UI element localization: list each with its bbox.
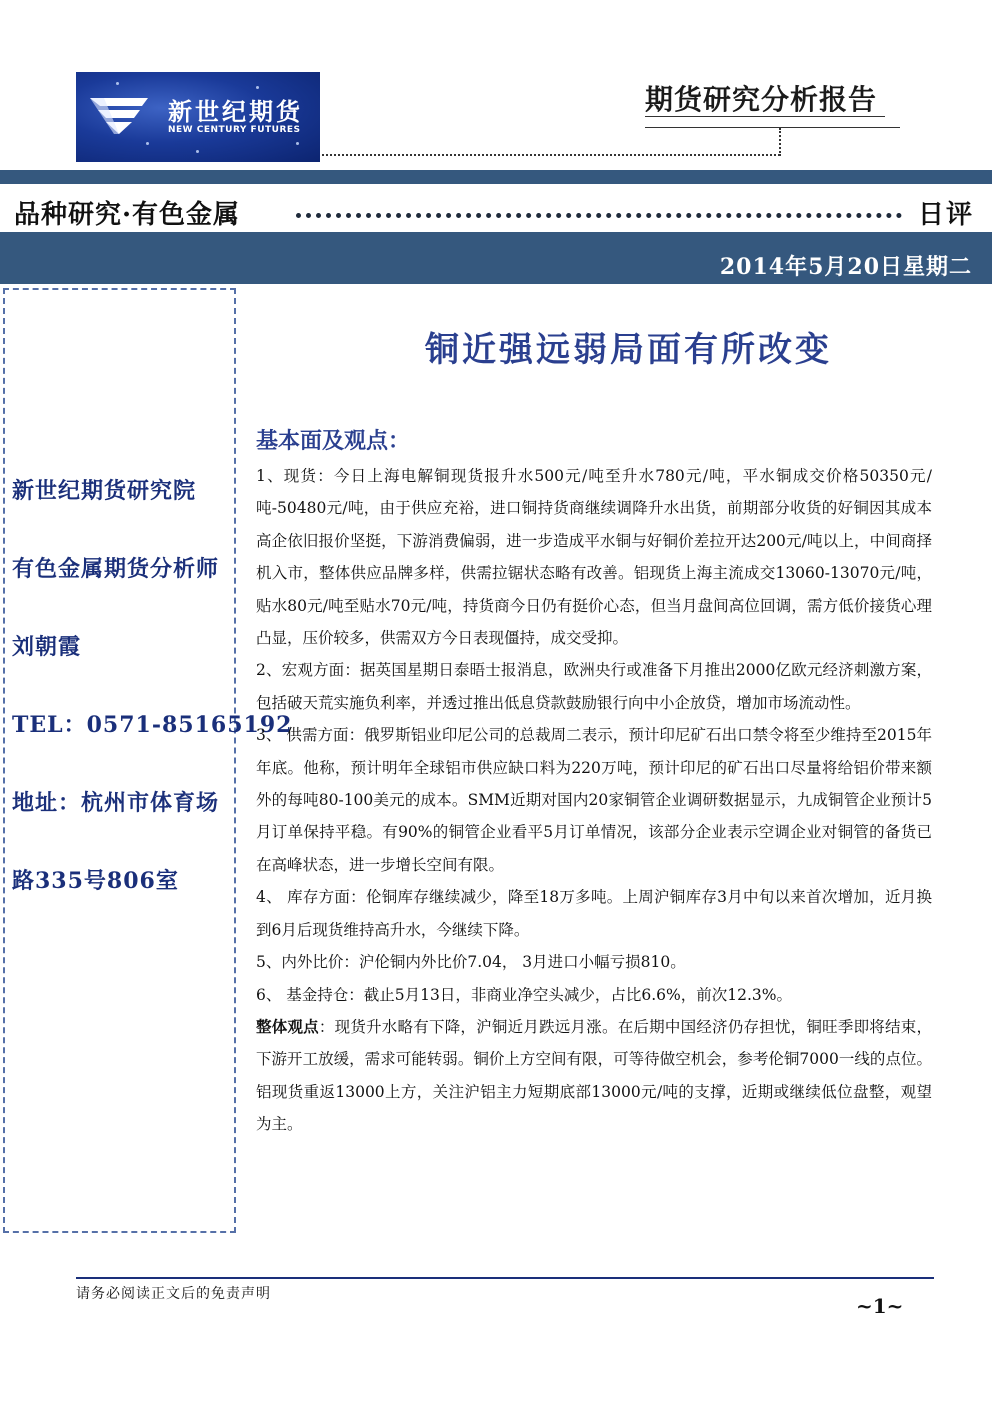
footer-divider <box>76 1277 934 1279</box>
paragraph-fund-position: 6、 基金持仓：截止5月13日，非商业净空头减少，占比6.6%，前次12.3%。 <box>256 985 792 1004</box>
header-dotted-divider <box>322 154 780 156</box>
report-type-underline-2 <box>645 127 900 128</box>
paragraph-spot: 1、现货：今日上海电解铜现货报升水500元/吨至升水780元/吨，平水铜成交价格50350元/吨-50480元/吨，由于供应充裕，进口铜持货商继续调降升水出货，前期部分收货的好铜因其成本高企依旧报价坚挺，下游消费偏弱，进一步造成平水铜与好铜价差拉开达200元/吨以上，中间商择机入市，整体供应品牌多样，供需拉锯状态略有改善。铝现货上海主流成交13060-13070元/吨，贴水80元/吨至贴水70元/吨，持货商今日仍有挺价心态，但当月盘间高位回调，需方低价接货心理凸显，压价较多，供需双方今日表现僵持，成交受抑。 <box>256 467 932 648</box>
conclusion-text: ：现货升水略有下降，沪铜近月跌远月涨。在后期中国经济仍存担忧，铜旺季即将结束，下游开工放缓，需求可能转弱。铜价上方空间有限，可等待做空机会，参考伦铜7000一线的点位。铝现货重返13000上方，关注沪铝主力短期底部13000元/吨的支撑，近期或继续低位盘整，观望为主。 <box>256 1017 932 1134</box>
analyst-sidebar <box>3 288 236 1233</box>
paragraph-price-ratio: 5、内外比价：沪伦铜内外比价7.04， 3月进口小幅亏损810。 <box>256 953 686 972</box>
sidebar-address-line2: 路335号806室 <box>12 868 179 894</box>
category-title: 品种研究·有色金属 <box>14 200 241 230</box>
article-title: 铜近强远弱局面有所改变 <box>425 330 832 370</box>
logo-english-name: NEW CENTURY FUTURES <box>168 125 301 135</box>
disclaimer-notice: 请务必阅读正文后的免责声明 <box>76 1286 271 1302</box>
article-body <box>256 460 932 1141</box>
page-number: ~1~ <box>856 1294 904 1318</box>
report-type-title: 期货研究分析报告 <box>645 83 878 116</box>
paragraph-conclusion <box>256 1011 932 1141</box>
report-type-underline <box>645 116 885 117</box>
sidebar-role: 有色金属期货分析师 <box>12 556 220 582</box>
sidebar-address-line1: 地址：杭州市体育场 <box>12 790 220 816</box>
report-date: 2014年5月20日星期二 <box>719 254 972 280</box>
category-dotted-leader <box>296 213 902 218</box>
conclusion-label: 整体观点 <box>256 1016 319 1036</box>
report-frequency: 日评 <box>918 200 975 230</box>
sidebar-institute: 新世纪期货研究院 <box>12 478 197 504</box>
logo-mark-icon <box>90 94 148 134</box>
company-logo <box>76 72 320 162</box>
logo-chinese-name: 新世纪期货 <box>168 97 303 126</box>
header-dotted-connector <box>779 128 781 156</box>
header-band-top <box>0 170 992 184</box>
sidebar-telephone: TEL：0571-85165192 <box>12 712 293 738</box>
paragraph-supply-demand: 3、 供需方面：俄罗斯铝业印尼公司的总裁周二表示，预计印尼矿石出口禁令将至少维持至2015年年底。他称，预计明年全球铝市供应缺口料为220万吨，预计印尼的矿石出口尽量将给铝价带来额外的每吨80-100美元的成本。SMM近期对国内20家铜管企业调研数据显示，九成铜管企业预计5月订单保持平稳。有90%的铜管企业看平5月订单情况，该部分企业表示空调企业对铜管的备货已在高峰状态，进一步增长空间有限。 <box>256 726 932 874</box>
sidebar-analyst-name: 刘朝霞 <box>12 634 82 660</box>
paragraph-inventory: 4、 库存方面：伦铜库存继续减少，降至18万多吨。上周沪铜库存3月中旬以来首次增加，近月换到6月后现货维持高升水，今继续下降。 <box>256 888 932 939</box>
section-heading: 基本面及观点： <box>256 428 411 454</box>
paragraph-macro: 2、宏观方面：据英国星期日泰晤士报消息，欧洲央行或准备下月推出2000亿欧元经济刺激方案，包括破天荒实施负利率，并透过推出低息贷款鼓励银行向中小企放贷，增加市场流动性。 <box>256 661 932 712</box>
